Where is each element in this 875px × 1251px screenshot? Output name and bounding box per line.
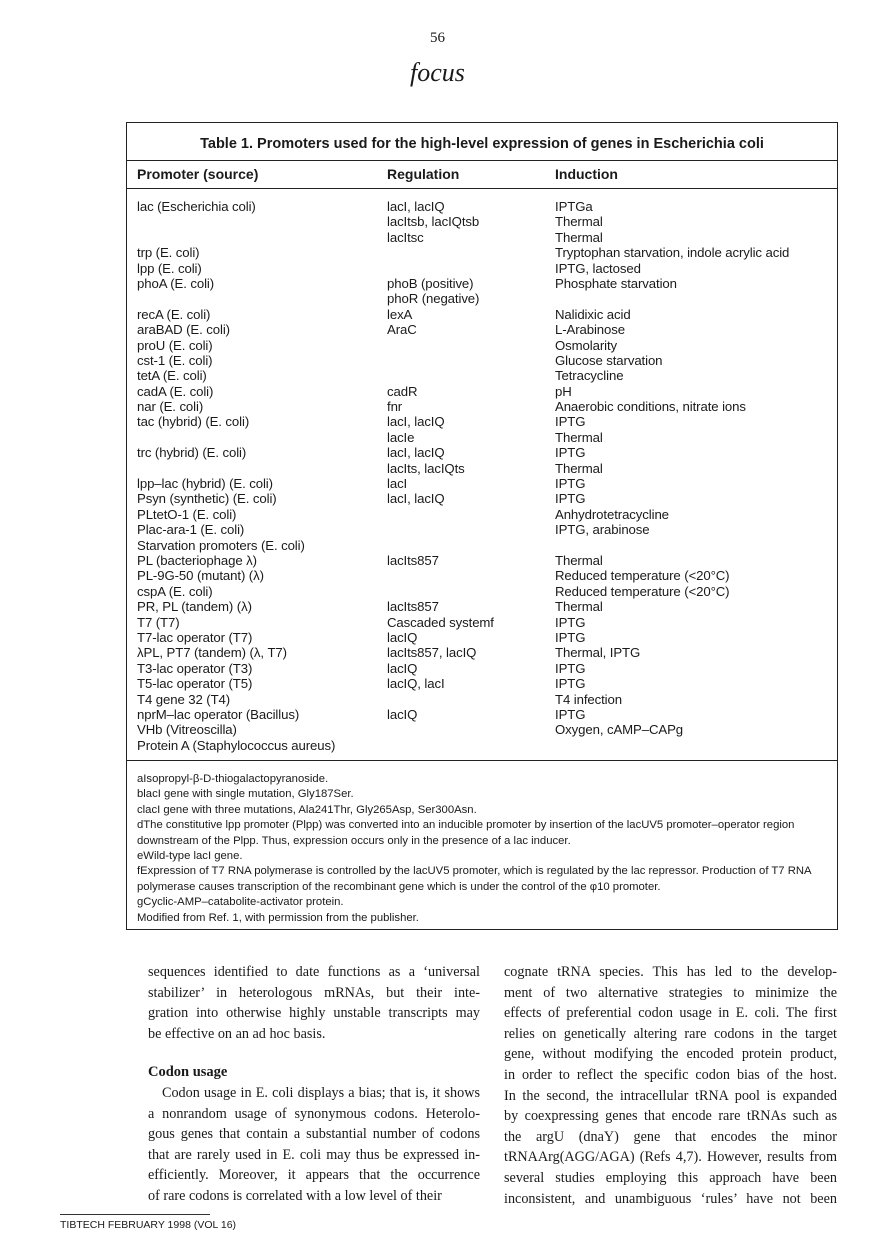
promoter-cell [137,461,382,476]
text-line: several studies employing this approach have been [504,1169,837,1186]
promoter-cell: T3-lac operator (T3) [137,660,253,676]
induction-cell: IPTG [555,629,586,645]
induction-cell: Phosphate starvation [555,275,677,291]
induction-cell: pH [555,383,572,399]
text-line: cognate tRNA species. This has led to the develop- [504,964,837,980]
promoter-cell: Starvation promoters (E. coli) [137,537,305,553]
text-line: relies on genetically altering rare codons in the target [504,1025,837,1042]
induction-cell: Thermal, IPTG [555,645,641,661]
regulation-cell: phoR (negative) [387,291,480,307]
regulation-cell [387,738,547,753]
regulation-cell: lacIQ [387,660,418,676]
footnote-line: blacI gene with single mutation, Gly187Ser. [137,788,354,801]
footnote-line: dThe constitutive lpp promoter (Plpp) was converted into an inducible promoter by insertion of the lacUV5 promoter–operator region [137,819,795,832]
induction-cell: Thermal [555,599,603,615]
section-label: focus [410,58,465,87]
regulation-cell [387,245,547,260]
regulation-cell: phoB (positive) [387,275,474,291]
promoter-cell: lac (Escherichia coli) [137,199,256,214]
induction-cell: Tetracycline [555,368,624,384]
induction-cell: Reduced temperature (<20°C) [555,583,730,599]
promoter-cell: cspA (E. coli) [137,583,213,599]
induction-cell: IPTG, arabinose [555,522,650,538]
promoter-cell: trp (E. coli) [137,245,200,261]
text-line: gous genes that contain a substantial number of codons [148,1126,480,1143]
regulation-cell: lacI, lacIQ [387,414,445,430]
text-line: effects of preferential codon usage in E. coli. The first [504,1005,837,1022]
promoter-cell: nar (E. coli) [137,399,204,415]
table-title: Table 1. Promoters used for the high-level expression of genes in Escherichia coli [200,136,764,152]
regulation-cell: lacItsb, lacIQtsb [387,214,480,230]
promoter-cell [137,214,382,229]
footer-rule [60,1214,210,1215]
promoter-cell [137,230,382,245]
promoter-cell: Psyn (synthetic) (E. coli) [137,491,277,507]
text-line: gene, without modifying the encoded protein product, [504,1046,837,1063]
induction-cell: T4 infection [555,691,622,707]
regulation-cell [387,722,547,737]
induction-cell: IPTG [555,614,586,630]
column-header-promoter: Promoter (source) [137,166,259,182]
section-heading-codon-usage: Codon usage [148,1064,228,1081]
promoter-table [126,122,838,930]
right-text-column [504,962,837,1209]
promoter-column [137,199,382,753]
regulation-cell: lacIQ [387,629,418,645]
column-header-induction: Induction [555,166,618,182]
induction-cell: Reduced temperature (<20°C) [555,568,730,584]
regulation-cell: lacItsc [387,229,424,245]
induction-cell: IPTG [555,445,586,461]
left-text-column [148,962,480,1207]
footnote-line: downstream of the Plpp. Thus, expression occurs only in the presence of a lac inducer. [137,834,571,847]
promoter-cell: T4 gene 32 (T4) [137,691,231,707]
text-line: a nonrandom usage of synonymous codons. Heterolo- [148,1105,480,1122]
induction-cell: IPTG [555,660,586,676]
text-line: in order to reflect the specific codon bias of the host. [504,1066,837,1083]
promoter-cell: T7-lac operator (T7) [137,629,253,645]
promoter-cell: recA (E. coli) [137,306,211,322]
text-line: inconsistent, and unambiguous ‘rules’ have not been [504,1190,837,1207]
table-footnotes [137,772,827,926]
text-line: by coexpressing genes that encode rare tRNAs such as [504,1108,837,1125]
induction-cell: Anhydrotetracycline [555,506,669,522]
regulation-cell [387,538,547,553]
induction-cell: IPTG [555,676,586,692]
induction-cell: L-Arabinose [555,322,626,338]
induction-cell [555,538,835,553]
regulation-cell [387,692,547,707]
regulation-cell: fnr [387,399,403,415]
induction-cell: Thermal [555,214,603,230]
promoter-cell: lpp (E. coli) [137,260,202,276]
regulation-cell: lacIts, lacIQts [387,460,465,476]
induction-cell: IPTG [555,476,586,492]
table-header-top-rule [127,160,837,161]
promoter-cell: cst-1 (E. coli) [137,352,213,368]
promoter-cell: tetA (E. coli) [137,368,207,384]
regulation-cell: lacIts857, lacIQ [387,645,477,661]
promoter-cell: trc (hybrid) (E. coli) [137,445,247,461]
promoter-cell: cadA (E. coli) [137,383,214,399]
regulation-cell: cadR [387,383,418,399]
footnote-line: gCyclic-AMP–catabolite-activator protein. [137,896,344,909]
promoter-cell [137,291,382,306]
induction-cell: Glucose starvation [555,352,663,368]
induction-cell: Thermal [555,429,603,445]
regulation-cell: Cascaded systemf [387,614,494,630]
text-line: Codon usage in E. coli displays a bias; that is, it shows [162,1084,480,1101]
promoter-cell: PR, PL (tandem) (λ) [137,599,252,615]
paragraph [148,962,480,1044]
promoter-cell: nprM–lac operator (Bacillus) [137,706,300,722]
text-line: the argU (dnaY) gene that encodes the minor [504,1128,837,1145]
induction-cell: IPTG, lactosed [555,260,641,276]
promoter-cell: phoA (E. coli) [137,275,215,291]
regulation-cell: lacI [387,476,408,492]
induction-cell: Oxygen, cAMP–CAPg [555,722,684,738]
promoter-cell: araBAD (E. coli) [137,322,230,338]
regulation-cell: lacIts857 [387,552,439,568]
text-line: tRNAArg(AGG/AGA) (Refs 4,7). However, results from [504,1149,837,1166]
regulation-cell: lacI, lacIQ [387,199,445,214]
regulation-cell [387,507,547,522]
text-line: ment of two alternative strategies to minimize the [504,984,837,1001]
text-line: gration into otherwise highly unstable transcripts may [148,1005,480,1022]
induction-cell: Anaerobic conditions, nitrate ions [555,399,746,415]
regulation-column [387,199,547,753]
regulation-cell: AraC [387,322,417,338]
regulation-cell [387,368,547,383]
table-top-rule [127,122,837,123]
text-line: that are rarely used in E. coli may thus be expressed in- [148,1146,480,1163]
promoter-cell: VHb (Vitreoscilla) [137,722,237,738]
page-number: 56 [430,30,445,46]
induction-cell: IPTG [555,491,586,507]
regulation-cell: lacI, lacIQ [387,491,445,507]
regulation-cell: lacIts857 [387,599,439,615]
induction-cell [555,291,835,306]
text-line: be effective on an ad hoc basis. [148,1025,326,1042]
promoter-cell: T5-lac operator (T5) [137,676,253,692]
induction-cell [555,738,835,753]
text-line: of rare codons is correlated with a low level of their [148,1187,442,1204]
text-line: efficiently. Moreover, it appears that the occurrence [148,1167,480,1184]
regulation-cell [387,261,547,276]
induction-cell: IPTGa [555,199,593,214]
regulation-cell: lacIe [387,429,415,445]
journal-footer: TIBTECH FEBRUARY 1998 (VOL 16) [60,1219,237,1231]
paragraph [504,962,837,1209]
text-line: In the second, the intracellular tRNA pool is expanded [504,1087,837,1104]
table-footnote-rule [127,760,837,761]
footnote-line: polymerase causes transcription of the recombinant gene which is under the control of the φ10 promoter. [137,880,661,893]
footnote-line: clacI gene with three mutations, Ala241Thr, Gly265Asp, Ser300Asn. [137,803,477,816]
regulation-cell [387,584,547,599]
promoter-cell: PL (bacteriophage λ) [137,552,257,568]
promoter-cell: PLtetO-1 (E. coli) [137,506,237,522]
regulation-cell [387,338,547,353]
regulation-cell [387,522,547,537]
regulation-cell: lacIQ, lacI [387,676,445,692]
promoter-cell: PL-9G-50 (mutant) (λ) [137,568,264,584]
regulation-cell: lacI, lacIQ [387,445,445,461]
promoter-cell: lpp–lac (hybrid) (E. coli) [137,476,273,492]
induction-cell: Thermal [555,229,603,245]
promoter-cell: T7 (T7) [137,614,180,630]
regulation-cell [387,568,547,583]
footnote-line: aIsopropyl-β-D-thiogalactopyranoside. [137,773,329,785]
footnote-line: fExpression of T7 RNA polymerase is controlled by the lacUV5 promoter, which is regulated by the lac repressor. Production of T7 RNA [137,865,812,878]
paragraph [148,1083,480,1207]
regulation-cell: lacIQ [387,706,418,722]
table-header-bottom-rule [127,188,837,189]
footnote-line: eWild-type lacI gene. [137,850,243,863]
induction-cell: Tryptophan starvation, indole acrylic acid [555,245,790,261]
footnote-line: Modified from Ref. 1, with permission from the publisher. [137,911,419,924]
promoter-cell: proU (E. coli) [137,337,213,353]
promoter-cell: Plac-ara-1 (E. coli) [137,522,245,538]
promoter-cell: tac (hybrid) (E. coli) [137,414,250,430]
regulation-cell [387,353,547,368]
promoter-cell: λPL, PT7 (tandem) (λ, T7) [137,645,287,661]
promoter-cell [137,430,382,445]
column-header-regulation: Regulation [387,166,460,182]
induction-cell: Nalidixic acid [555,306,631,322]
regulation-cell: lexA [387,306,413,322]
induction-cell: IPTG [555,706,586,722]
induction-cell: Osmolarity [555,337,618,353]
induction-column [555,199,835,753]
induction-cell: Thermal [555,460,603,476]
text-line: sequences identified to date functions as a ‘universal [148,964,480,980]
induction-cell: Thermal [555,552,603,568]
text-line: stabilizer’ in heterologous mRNAs, but their inte- [148,984,480,1001]
induction-cell: IPTG [555,414,586,430]
promoter-cell: Protein A (Staphylococcus aureus) [137,737,336,753]
